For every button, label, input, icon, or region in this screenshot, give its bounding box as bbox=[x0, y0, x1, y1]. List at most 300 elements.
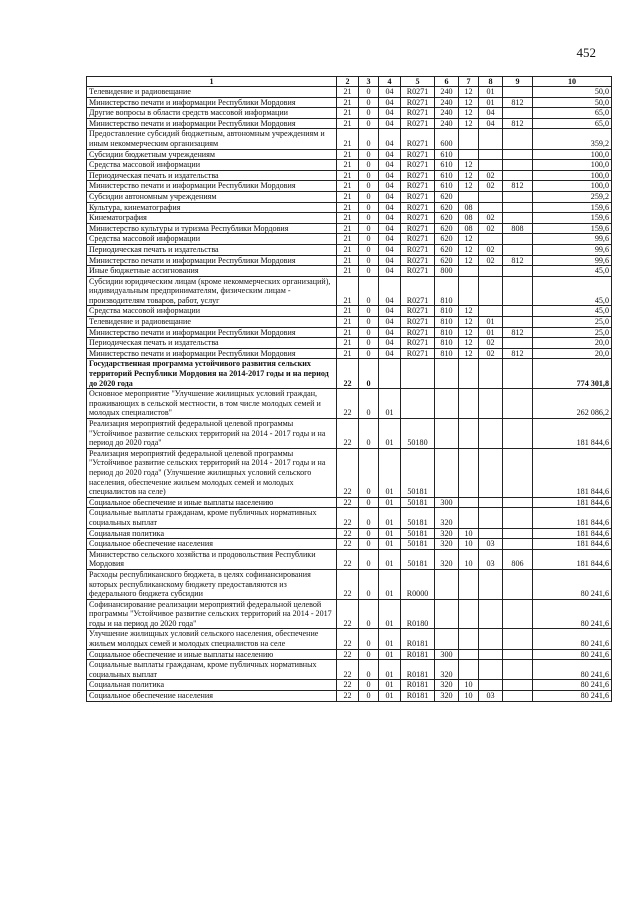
cell-activity: 01 bbox=[379, 497, 401, 508]
cell-ministry-code bbox=[503, 108, 533, 119]
cell-program: 21 bbox=[337, 202, 359, 213]
row-name: Социальное обеспечение и иные выплаты населению bbox=[87, 497, 337, 508]
cell-section: 12 bbox=[459, 108, 479, 119]
cell-program: 22 bbox=[337, 629, 359, 649]
cell-subsection: 02 bbox=[479, 338, 503, 349]
table-row bbox=[87, 348, 612, 359]
cell-subprogram: 0 bbox=[359, 266, 379, 277]
cell-program: 22 bbox=[337, 539, 359, 550]
table-row bbox=[87, 629, 612, 649]
cell-subsection: 03 bbox=[479, 539, 503, 550]
cell-section bbox=[459, 448, 479, 497]
cell-program: 21 bbox=[337, 213, 359, 224]
cell-program: 21 bbox=[337, 129, 359, 149]
cell-expense-type: 320 bbox=[435, 528, 459, 539]
cell-ministry-code: 812 bbox=[503, 348, 533, 359]
row-name: Телевидение и радиовещание bbox=[87, 317, 337, 328]
cell-ministry-code: 812 bbox=[503, 118, 533, 129]
cell-section bbox=[459, 191, 479, 202]
cell-ministry-code bbox=[503, 306, 533, 317]
cell-subsection: 02 bbox=[479, 170, 503, 181]
column-header: 9 bbox=[503, 77, 533, 87]
row-name: Другие вопросы в области средств массовой информации bbox=[87, 108, 337, 119]
cell-direction: R0271 bbox=[401, 87, 435, 98]
cell-program: 21 bbox=[337, 276, 359, 306]
cell-activity: 04 bbox=[379, 170, 401, 181]
cell-ministry-code bbox=[503, 691, 533, 702]
cell-expense-type: 810 bbox=[435, 317, 459, 328]
cell-direction: 50181 bbox=[401, 497, 435, 508]
table-row bbox=[87, 660, 612, 680]
cell-ministry-code: 808 bbox=[503, 223, 533, 234]
table-row bbox=[87, 234, 612, 245]
table-row bbox=[87, 497, 612, 508]
cell-subsection bbox=[479, 419, 503, 449]
cell-program: 21 bbox=[337, 317, 359, 328]
cell-section bbox=[459, 129, 479, 149]
cell-direction: R0271 bbox=[401, 223, 435, 234]
cell-expense-type: 240 bbox=[435, 87, 459, 98]
cell-activity: 04 bbox=[379, 306, 401, 317]
cell-subprogram: 0 bbox=[359, 255, 379, 266]
cell-activity bbox=[379, 359, 401, 389]
cell-section: 12 bbox=[459, 160, 479, 171]
cell-section bbox=[459, 389, 479, 419]
column-header: 4 bbox=[379, 77, 401, 87]
column-header: 5 bbox=[401, 77, 435, 87]
cell-ministry-code bbox=[503, 170, 533, 181]
cell-program: 21 bbox=[337, 160, 359, 171]
cell-subsection bbox=[479, 359, 503, 389]
cell-activity: 04 bbox=[379, 234, 401, 245]
cell-program: 22 bbox=[337, 359, 359, 389]
cell-expense-type: 810 bbox=[435, 348, 459, 359]
cell-ministry-code bbox=[503, 191, 533, 202]
cell-program: 21 bbox=[337, 266, 359, 277]
column-header: 1 bbox=[87, 77, 337, 87]
row-name: Средства массовой информации bbox=[87, 160, 337, 171]
cell-amount: 50,0 bbox=[533, 87, 612, 98]
cell-subsection bbox=[479, 448, 503, 497]
cell-program: 21 bbox=[337, 234, 359, 245]
cell-expense-type: 620 bbox=[435, 213, 459, 224]
cell-amount: 100,0 bbox=[533, 149, 612, 160]
table-row bbox=[87, 97, 612, 108]
cell-ministry-code bbox=[503, 649, 533, 660]
cell-expense-type: 610 bbox=[435, 170, 459, 181]
cell-subsection: 01 bbox=[479, 87, 503, 98]
cell-activity: 04 bbox=[379, 160, 401, 171]
cell-subprogram: 0 bbox=[359, 118, 379, 129]
cell-ministry-code bbox=[503, 528, 533, 539]
cell-ministry-code bbox=[503, 389, 533, 419]
cell-program: 22 bbox=[337, 448, 359, 497]
cell-expense-type: 610 bbox=[435, 160, 459, 171]
cell-activity: 01 bbox=[379, 448, 401, 497]
cell-amount: 262 086,2 bbox=[533, 389, 612, 419]
cell-amount: 99,6 bbox=[533, 234, 612, 245]
row-name: Министерство печати и информации Республики Мордовия bbox=[87, 118, 337, 129]
cell-section: 10 bbox=[459, 691, 479, 702]
cell-subprogram: 0 bbox=[359, 160, 379, 171]
cell-subprogram: 0 bbox=[359, 660, 379, 680]
cell-subprogram: 0 bbox=[359, 359, 379, 389]
row-name: Средства массовой информации bbox=[87, 306, 337, 317]
cell-direction: R0271 bbox=[401, 181, 435, 192]
cell-activity: 04 bbox=[379, 266, 401, 277]
row-name: Министерство культуры и туризма Республики Мордовия bbox=[87, 223, 337, 234]
column-header: 7 bbox=[459, 77, 479, 87]
cell-ministry-code bbox=[503, 244, 533, 255]
cell-section: 10 bbox=[459, 528, 479, 539]
cell-direction: R0271 bbox=[401, 338, 435, 349]
cell-amount: 181 844,6 bbox=[533, 419, 612, 449]
cell-amount: 80 241,6 bbox=[533, 691, 612, 702]
cell-subprogram: 0 bbox=[359, 306, 379, 317]
column-header: 10 bbox=[533, 77, 612, 87]
cell-section: 08 bbox=[459, 223, 479, 234]
table-row bbox=[87, 327, 612, 338]
cell-direction: 50181 bbox=[401, 448, 435, 497]
cell-subsection: 04 bbox=[479, 108, 503, 119]
cell-direction: R0181 bbox=[401, 660, 435, 680]
cell-subsection bbox=[479, 629, 503, 649]
cell-subsection bbox=[479, 528, 503, 539]
cell-direction: 50181 bbox=[401, 528, 435, 539]
cell-amount: 80 241,6 bbox=[533, 599, 612, 629]
cell-subprogram: 0 bbox=[359, 680, 379, 691]
cell-ministry-code bbox=[503, 448, 533, 497]
cell-amount: 20,0 bbox=[533, 348, 612, 359]
cell-direction: R0271 bbox=[401, 129, 435, 149]
cell-section: 12 bbox=[459, 234, 479, 245]
cell-program: 21 bbox=[337, 191, 359, 202]
cell-ministry-code bbox=[503, 213, 533, 224]
cell-subsection bbox=[479, 266, 503, 277]
cell-subsection bbox=[479, 276, 503, 306]
cell-ministry-code bbox=[503, 234, 533, 245]
cell-subsection bbox=[479, 234, 503, 245]
cell-subsection: 02 bbox=[479, 223, 503, 234]
table-row bbox=[87, 549, 612, 569]
cell-expense-type: 320 bbox=[435, 508, 459, 528]
cell-amount: 181 844,6 bbox=[533, 528, 612, 539]
cell-subsection: 04 bbox=[479, 118, 503, 129]
table-row bbox=[87, 118, 612, 129]
cell-program: 21 bbox=[337, 338, 359, 349]
cell-program: 21 bbox=[337, 118, 359, 129]
row-name: Средства массовой информации bbox=[87, 234, 337, 245]
cell-program: 22 bbox=[337, 528, 359, 539]
cell-subprogram: 0 bbox=[359, 97, 379, 108]
cell-ministry-code bbox=[503, 266, 533, 277]
cell-section: 10 bbox=[459, 549, 479, 569]
table-row bbox=[87, 508, 612, 528]
cell-ministry-code bbox=[503, 569, 533, 599]
cell-program: 21 bbox=[337, 244, 359, 255]
row-name: Социальное обеспечение населения bbox=[87, 691, 337, 702]
cell-ministry-code bbox=[503, 660, 533, 680]
cell-subprogram: 0 bbox=[359, 549, 379, 569]
cell-section bbox=[459, 508, 479, 528]
table-row bbox=[87, 255, 612, 266]
cell-ministry-code bbox=[503, 497, 533, 508]
cell-direction: R0271 bbox=[401, 306, 435, 317]
cell-activity: 04 bbox=[379, 348, 401, 359]
cell-program: 21 bbox=[337, 149, 359, 160]
cell-direction: R0181 bbox=[401, 680, 435, 691]
cell-activity: 01 bbox=[379, 389, 401, 419]
table-row bbox=[87, 539, 612, 550]
cell-expense-type: 800 bbox=[435, 266, 459, 277]
cell-amount: 774 301,8 bbox=[533, 359, 612, 389]
cell-direction: R0271 bbox=[401, 348, 435, 359]
cell-ministry-code bbox=[503, 359, 533, 389]
cell-direction: R0271 bbox=[401, 255, 435, 266]
cell-subprogram: 0 bbox=[359, 691, 379, 702]
cell-expense-type: 620 bbox=[435, 255, 459, 266]
cell-program: 21 bbox=[337, 170, 359, 181]
cell-expense-type: 240 bbox=[435, 118, 459, 129]
cell-section bbox=[459, 497, 479, 508]
cell-amount: 65,0 bbox=[533, 108, 612, 119]
cell-subsection: 02 bbox=[479, 255, 503, 266]
table-row bbox=[87, 276, 612, 306]
table-row bbox=[87, 389, 612, 419]
cell-direction: R0271 bbox=[401, 170, 435, 181]
cell-program: 21 bbox=[337, 327, 359, 338]
cell-activity: 04 bbox=[379, 129, 401, 149]
cell-amount: 100,0 bbox=[533, 170, 612, 181]
cell-ministry-code bbox=[503, 276, 533, 306]
cell-subprogram: 0 bbox=[359, 348, 379, 359]
cell-ministry-code bbox=[503, 129, 533, 149]
cell-direction: 50181 bbox=[401, 508, 435, 528]
row-name: Министерство печати и информации Республики Мордовия bbox=[87, 255, 337, 266]
cell-direction: R0271 bbox=[401, 149, 435, 160]
cell-activity: 04 bbox=[379, 87, 401, 98]
cell-activity: 01 bbox=[379, 508, 401, 528]
cell-ministry-code bbox=[503, 629, 533, 649]
cell-activity: 01 bbox=[379, 649, 401, 660]
row-name: Реализация мероприятий федеральной целевой программы "Устойчивое развитие сельских территорий на 2014 - 2017 годы и на период до 2020 года" (Улучшение жилищных условий сельского населения, обеспечение жильем молодых семей и молодых специалистов на селе) bbox=[87, 448, 337, 497]
cell-subsection bbox=[479, 497, 503, 508]
cell-section: 12 bbox=[459, 255, 479, 266]
cell-ministry-code: 806 bbox=[503, 549, 533, 569]
cell-activity: 04 bbox=[379, 118, 401, 129]
cell-program: 22 bbox=[337, 569, 359, 599]
cell-section: 12 bbox=[459, 97, 479, 108]
cell-ministry-code bbox=[503, 87, 533, 98]
cell-subsection bbox=[479, 599, 503, 629]
cell-activity: 01 bbox=[379, 680, 401, 691]
cell-program: 21 bbox=[337, 223, 359, 234]
cell-subsection bbox=[479, 191, 503, 202]
cell-activity: 01 bbox=[379, 539, 401, 550]
cell-direction: R0271 bbox=[401, 234, 435, 245]
cell-direction: R0271 bbox=[401, 108, 435, 119]
cell-section: 12 bbox=[459, 170, 479, 181]
cell-subprogram: 0 bbox=[359, 149, 379, 160]
cell-expense-type: 620 bbox=[435, 244, 459, 255]
cell-program: 22 bbox=[337, 660, 359, 680]
cell-expense-type: 610 bbox=[435, 181, 459, 192]
cell-amount: 159,6 bbox=[533, 202, 612, 213]
row-name: Культура, кинематография bbox=[87, 202, 337, 213]
cell-amount: 25,0 bbox=[533, 317, 612, 328]
cell-subprogram: 0 bbox=[359, 181, 379, 192]
cell-program: 22 bbox=[337, 549, 359, 569]
cell-activity: 04 bbox=[379, 191, 401, 202]
cell-activity: 04 bbox=[379, 317, 401, 328]
cell-program: 22 bbox=[337, 389, 359, 419]
cell-section bbox=[459, 276, 479, 306]
cell-amount: 80 241,6 bbox=[533, 649, 612, 660]
cell-subsection: 01 bbox=[479, 317, 503, 328]
cell-subprogram: 0 bbox=[359, 87, 379, 98]
cell-activity: 04 bbox=[379, 97, 401, 108]
cell-activity: 04 bbox=[379, 338, 401, 349]
cell-subsection bbox=[479, 508, 503, 528]
cell-activity: 01 bbox=[379, 569, 401, 599]
cell-amount: 181 844,6 bbox=[533, 448, 612, 497]
cell-activity: 01 bbox=[379, 629, 401, 649]
cell-expense-type: 810 bbox=[435, 276, 459, 306]
cell-activity: 01 bbox=[379, 528, 401, 539]
cell-subprogram: 0 bbox=[359, 244, 379, 255]
cell-expense-type: 620 bbox=[435, 191, 459, 202]
table-row bbox=[87, 338, 612, 349]
cell-subsection: 03 bbox=[479, 691, 503, 702]
budget-table bbox=[86, 76, 612, 702]
cell-program: 22 bbox=[337, 691, 359, 702]
row-name: Социальное обеспечение и иные выплаты населению bbox=[87, 649, 337, 660]
cell-activity: 01 bbox=[379, 660, 401, 680]
row-name: Иные бюджетные ассигнования bbox=[87, 266, 337, 277]
cell-program: 22 bbox=[337, 497, 359, 508]
cell-subprogram: 0 bbox=[359, 497, 379, 508]
cell-section bbox=[459, 419, 479, 449]
cell-subprogram: 0 bbox=[359, 202, 379, 213]
row-name: Социальная политика bbox=[87, 680, 337, 691]
cell-direction: R0271 bbox=[401, 244, 435, 255]
cell-program: 21 bbox=[337, 348, 359, 359]
cell-amount: 45,0 bbox=[533, 266, 612, 277]
table-row bbox=[87, 569, 612, 599]
row-name: Министерство печати и информации Республики Мордовия bbox=[87, 97, 337, 108]
row-name: Расходы республиканского бюджета, в целях софинансирования которых республиканскому бюджету предоставляются из федерального бюджета субсидии bbox=[87, 569, 337, 599]
cell-activity: 04 bbox=[379, 255, 401, 266]
cell-subprogram: 0 bbox=[359, 569, 379, 599]
cell-subprogram: 0 bbox=[359, 389, 379, 419]
cell-subprogram: 0 bbox=[359, 170, 379, 181]
cell-subprogram: 0 bbox=[359, 129, 379, 149]
cell-direction: R0271 bbox=[401, 160, 435, 171]
cell-subsection: 03 bbox=[479, 549, 503, 569]
row-name: Социальные выплаты гражданам, кроме публичных нормативных социальных выплат bbox=[87, 660, 337, 680]
cell-expense-type: 240 bbox=[435, 97, 459, 108]
cell-section: 12 bbox=[459, 87, 479, 98]
cell-section: 10 bbox=[459, 680, 479, 691]
cell-expense-type: 610 bbox=[435, 149, 459, 160]
cell-expense-type: 320 bbox=[435, 549, 459, 569]
cell-program: 22 bbox=[337, 508, 359, 528]
cell-section: 12 bbox=[459, 306, 479, 317]
cell-expense-type: 320 bbox=[435, 539, 459, 550]
cell-amount: 181 844,6 bbox=[533, 497, 612, 508]
column-header: 2 bbox=[337, 77, 359, 87]
cell-amount: 80 241,6 bbox=[533, 569, 612, 599]
table-row bbox=[87, 649, 612, 660]
cell-subprogram: 0 bbox=[359, 223, 379, 234]
cell-amount: 100,0 bbox=[533, 160, 612, 171]
row-name: Министерство печати и информации Республики Мордовия bbox=[87, 327, 337, 338]
table-row bbox=[87, 202, 612, 213]
cell-subprogram: 0 bbox=[359, 508, 379, 528]
column-header: 3 bbox=[359, 77, 379, 87]
cell-subsection bbox=[479, 129, 503, 149]
cell-program: 21 bbox=[337, 181, 359, 192]
cell-activity: 01 bbox=[379, 599, 401, 629]
row-name: Субсидии автономным учреждениям bbox=[87, 191, 337, 202]
row-name: Основное мероприятие "Улучшение жилищных условий граждан, проживающих в сельской местности, в том числе молодых семей и молодых специалистов" bbox=[87, 389, 337, 419]
cell-amount: 25,0 bbox=[533, 327, 612, 338]
cell-amount: 100,0 bbox=[533, 181, 612, 192]
cell-subprogram: 0 bbox=[359, 234, 379, 245]
cell-section: 12 bbox=[459, 327, 479, 338]
cell-section: 12 bbox=[459, 244, 479, 255]
cell-section bbox=[459, 569, 479, 599]
cell-program: 22 bbox=[337, 599, 359, 629]
cell-activity: 04 bbox=[379, 327, 401, 338]
cell-direction: R0271 bbox=[401, 191, 435, 202]
cell-direction: R0271 bbox=[401, 266, 435, 277]
cell-subprogram: 0 bbox=[359, 191, 379, 202]
cell-ministry-code: 812 bbox=[503, 97, 533, 108]
cell-expense-type bbox=[435, 629, 459, 649]
cell-direction: R0271 bbox=[401, 317, 435, 328]
cell-expense-type bbox=[435, 599, 459, 629]
cell-subsection bbox=[479, 680, 503, 691]
cell-subsection: 01 bbox=[479, 327, 503, 338]
table-row bbox=[87, 223, 612, 234]
cell-program: 22 bbox=[337, 649, 359, 660]
cell-subsection bbox=[479, 306, 503, 317]
row-name: Периодическая печать и издательства bbox=[87, 170, 337, 181]
cell-ministry-code: 812 bbox=[503, 255, 533, 266]
cell-subprogram: 0 bbox=[359, 327, 379, 338]
cell-program: 21 bbox=[337, 306, 359, 317]
cell-section bbox=[459, 660, 479, 680]
cell-amount: 159,6 bbox=[533, 213, 612, 224]
cell-ministry-code bbox=[503, 317, 533, 328]
table-row bbox=[87, 680, 612, 691]
cell-amount: 359,2 bbox=[533, 129, 612, 149]
cell-direction: 50181 bbox=[401, 539, 435, 550]
cell-subprogram: 0 bbox=[359, 448, 379, 497]
cell-activity: 04 bbox=[379, 181, 401, 192]
cell-amount: 259,2 bbox=[533, 191, 612, 202]
cell-expense-type: 620 bbox=[435, 223, 459, 234]
cell-section: 10 bbox=[459, 539, 479, 550]
cell-amount: 20,0 bbox=[533, 338, 612, 349]
cell-activity: 01 bbox=[379, 419, 401, 449]
cell-ministry-code bbox=[503, 508, 533, 528]
cell-direction: 50181 bbox=[401, 549, 435, 569]
cell-section: 08 bbox=[459, 213, 479, 224]
table-row bbox=[87, 160, 612, 171]
cell-subprogram: 0 bbox=[359, 317, 379, 328]
